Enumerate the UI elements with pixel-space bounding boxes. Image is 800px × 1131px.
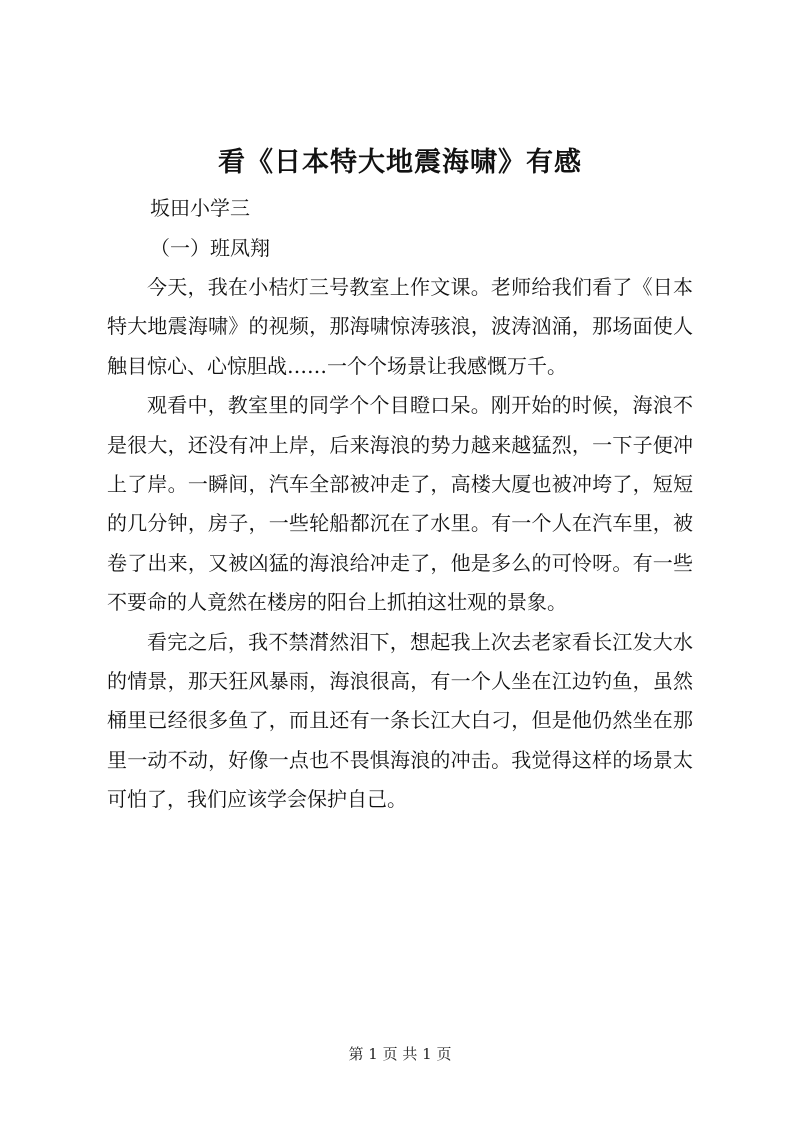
paragraph-2: 观看中，教室里的同学个个目瞪口呆。刚开始的时候，海浪不是很大，还没有冲上岸，后来海浪的势力越来越猛烈，一下子便冲上了岸。一瞬间，汽车全部被冲走了，高楼大厦也被冲垮了，短短的几分钟，房子，一些轮船都沉在了水里。有一个人在汽车里，被卷了出来，又被凶猛的海浪给冲走了，他是多么的可怜呀。有一些不要命的人竟然在楼房的阳台上抓拍这壮观的景象。 (107, 393, 693, 615)
author-line: （一）班凤翔 (150, 236, 270, 260)
school-line: 坂田小学三 (150, 196, 250, 220)
paragraph-3: 看完之后，我不禁潸然泪下，想起我上次去老家看长江发大水的情景，那天狂风暴雨，海浪很高，有一个人坐在江边钓鱼，虽然桶里已经很多鱼了，而且还有一条长江大白刁，但是他仍然坐在那里一动不动，好像一点也不畏惧海浪的冲击。我觉得这样的场景太可怕了，我们应该学会保护自己。 (107, 629, 693, 812)
page-footer: 第 1 页 共 1 页 (348, 1045, 452, 1063)
paragraph-1: 今天，我在小桔灯三号教室上作文课。老师给我们看了《日本特大地震海啸》的视频，那海啸惊涛骇浪，波涛汹涌，那场面使人触目惊心、心惊胆战……一个个场景让我感慨万千。 (107, 275, 693, 378)
document-body (107, 268, 693, 820)
document-title: 看《日本特大地震海啸》有感 (218, 147, 582, 178)
